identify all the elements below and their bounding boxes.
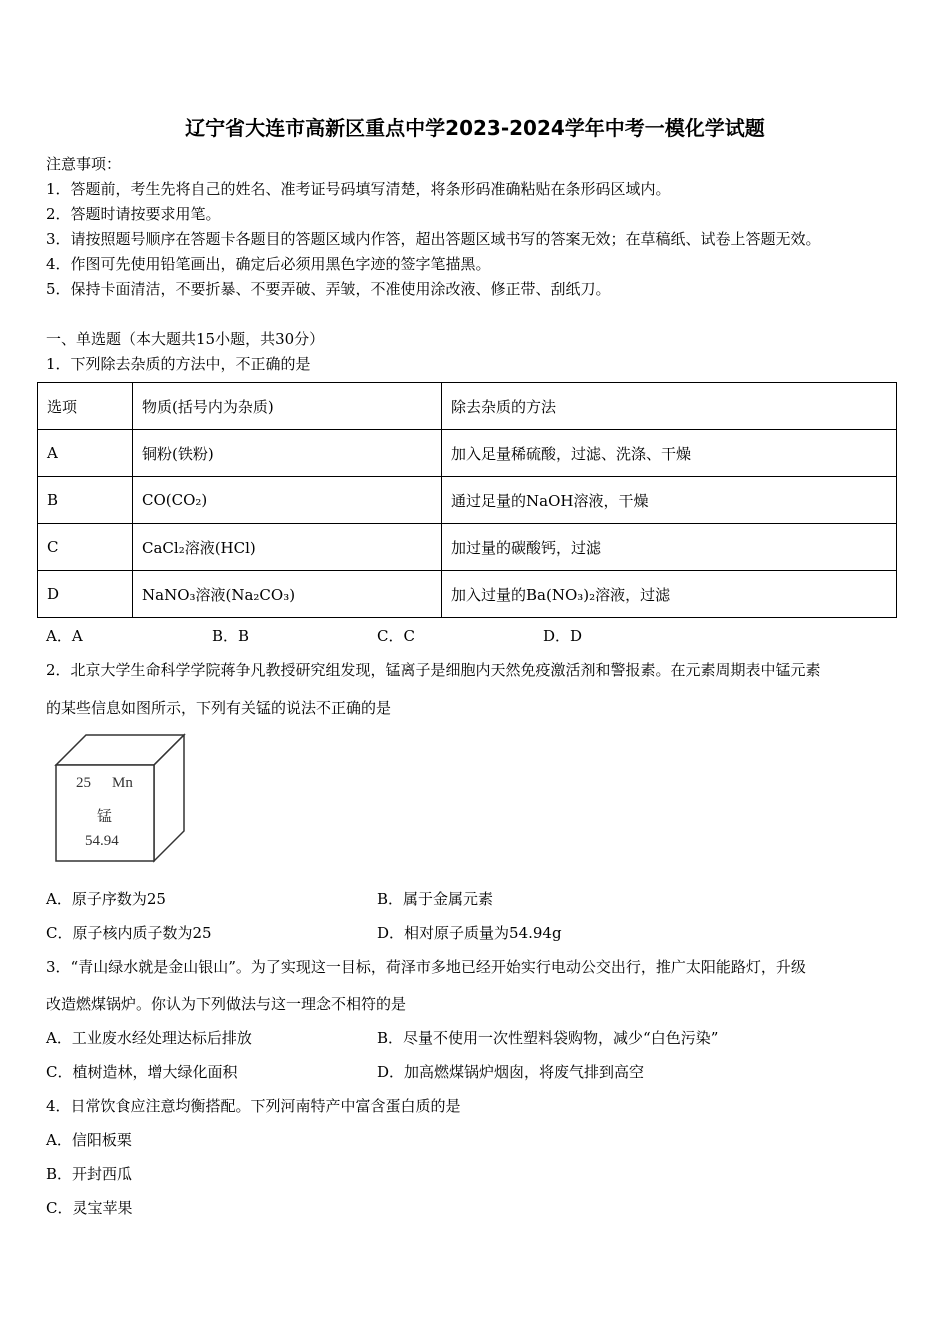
table-cell: A <box>38 430 133 477</box>
element-cube-outline <box>54 733 189 865</box>
table-cell: D <box>38 571 133 618</box>
element-name: 锰 <box>97 809 113 825</box>
q2-option-b: B．属于金属元素 <box>377 890 494 908</box>
q1-stem: 1．下列除去杂质的方法中，不正确的是 <box>46 355 311 373</box>
q3-stem-line2: 改造燃煤锅炉。你认为下列做法与这一理念不相符的是 <box>46 995 407 1013</box>
q1-table <box>37 382 897 618</box>
q3-option-d: D．加高燃煤锅炉烟囱，将废气排到高空 <box>377 1063 645 1081</box>
q3-option-a: A．工业废水经处理达标后排放 <box>46 1029 252 1047</box>
element-card <box>54 733 189 863</box>
q1-option-a: A．A <box>46 627 83 645</box>
table-cell: 铜粉(铁粉) <box>133 430 442 477</box>
q2-stem-line1: 2．北京大学生命科学学院蒋争凡教授研究组发现，锰离子是细胞内天然免疫激活剂和警报素。在元素周期表中锰元素 <box>46 661 821 679</box>
q1-option-d: D．D <box>543 627 583 645</box>
table-row <box>38 524 897 571</box>
table-cell: CO(CO₂) <box>133 477 442 524</box>
table-cell: NaNO₃溶液(Na₂CO₃) <box>133 571 442 618</box>
q3-option-c: C．植树造林，增大绿化面积 <box>46 1063 238 1081</box>
table-row <box>38 430 897 477</box>
q2-option-d: D．相对原子质量为54.94g <box>377 924 562 942</box>
q3-option-b: B．尽量不使用一次性塑料袋购物，减少“白色污染” <box>377 1029 719 1047</box>
notice-heading: 注意事项： <box>46 155 122 173</box>
q2-option-c: C．原子核内质子数为25 <box>46 924 212 942</box>
table-cell: 加入足量稀硫酸，过滤、洗涤、干燥 <box>442 430 897 477</box>
q4-option-a: A．信阳板栗 <box>46 1131 132 1149</box>
notice-item-2: 2．答题时请按要求用笔。 <box>46 205 221 223</box>
table-header-cell: 除去杂质的方法 <box>442 383 897 430</box>
notice-item-4: 4．作图可先使用铅笔画出，确定后必须用黑色字迹的签字笔描黑。 <box>46 255 491 273</box>
table-cell: 加入过量的Ba(NO₃)₂溶液，过滤 <box>442 571 897 618</box>
q4-option-c: C．灵宝苹果 <box>46 1199 133 1217</box>
q2-stem-line2: 的某些信息如图所示，下列有关锰的说法不正确的是 <box>46 699 392 717</box>
table-cell: 通过足量的NaOH溶液，干燥 <box>442 477 897 524</box>
q3-stem-line1: 3．“青山绿水就是金山银山”。为了实现这一目标，荷泽市多地已经开始实行电动公交出行，推广太阳能路灯，升级 <box>46 958 806 976</box>
q1-option-c: C．C <box>377 627 415 645</box>
table-cell: CaCl₂溶液(HCl) <box>133 524 442 571</box>
table-header-cell: 物质(括号内为杂质) <box>133 383 442 430</box>
table-cell: B <box>38 477 133 524</box>
section-heading: 一、单选题（本大题共15小题，共30分） <box>46 330 325 348</box>
table-cell: 加过量的碳酸钙，过滤 <box>442 524 897 571</box>
q1-option-b: B．B <box>212 627 250 645</box>
notice-item-3: 3．请按照题号顺序在答题卡各题目的答题区域内作答，超出答题区域书写的答案无效；在草稿纸、试卷上答题无效。 <box>46 230 821 248</box>
table-cell: C <box>38 524 133 571</box>
table-header-row <box>38 383 897 430</box>
page-title: 辽宁省大连市高新区重点中学2023-2024学年中考一模化学试题 <box>185 116 765 140</box>
notice-item-5: 5．保持卡面清洁，不要折暴、不要弄破、弄皱，不准使用涂改液、修正带、刮纸刀。 <box>46 280 611 298</box>
element-number: 25 <box>76 775 91 791</box>
element-symbol: Mn <box>112 775 133 791</box>
q2-option-a: A．原子序数为25 <box>46 890 166 908</box>
q4-stem: 4．日常饮食应注意均衡搭配。下列河南特产中富含蛋白质的是 <box>46 1097 461 1115</box>
table-row <box>38 477 897 524</box>
table-row <box>38 571 897 618</box>
q4-option-b: B．开封西瓜 <box>46 1165 133 1183</box>
element-mass: 54.94 <box>85 833 119 849</box>
notice-item-1: 1．答题前，考生先将自己的姓名、准考证号码填写清楚，将条形码准确粘贴在条形码区域内。 <box>46 180 671 198</box>
table-header-cell: 选项 <box>38 383 133 430</box>
